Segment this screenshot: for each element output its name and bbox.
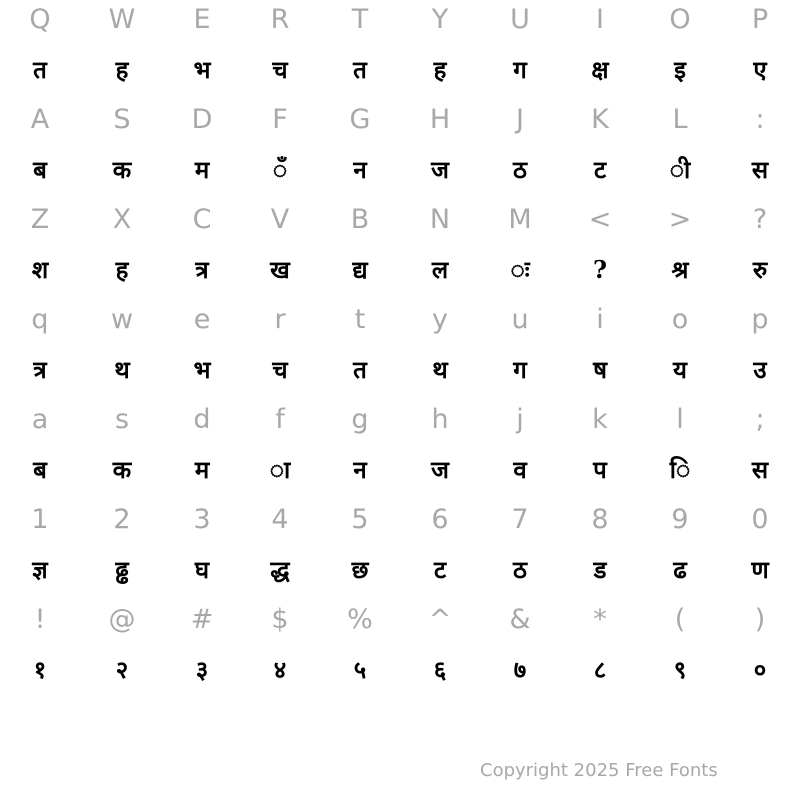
glyph-sample: ५ xyxy=(353,655,367,684)
key-label: u xyxy=(511,304,529,335)
glyph-sample: ९ xyxy=(673,655,687,684)
key-label: # xyxy=(190,604,214,635)
key-row xyxy=(0,400,800,450)
glyph-row xyxy=(0,450,800,500)
glyph-sample: म xyxy=(194,455,210,484)
key-label: 3 xyxy=(193,504,211,535)
glyph-row xyxy=(0,350,800,400)
key-label: F xyxy=(272,104,288,135)
glyph-sample: व xyxy=(513,455,527,484)
key-label: & xyxy=(509,604,531,635)
glyph-sample: ह xyxy=(115,255,129,284)
glyph-sample: न xyxy=(353,155,367,184)
key-label: 6 xyxy=(431,504,449,535)
glyph-sample: त xyxy=(33,55,47,84)
key-label: L xyxy=(672,104,688,135)
key-label: o xyxy=(671,304,689,335)
glyph-row xyxy=(0,150,800,200)
key-label: W xyxy=(108,4,136,35)
key-label: r xyxy=(274,304,286,335)
key-label: k xyxy=(592,404,608,435)
key-label: l xyxy=(676,404,684,435)
glyph-sample: द्ध xyxy=(270,555,290,584)
key-label: ( xyxy=(674,604,686,635)
glyph-sample: ट xyxy=(593,155,607,184)
key-label: K xyxy=(591,104,609,135)
key-row xyxy=(0,200,800,250)
glyph-sample: थ xyxy=(114,355,130,384)
key-label: ) xyxy=(754,604,766,635)
key-label: R xyxy=(270,4,290,35)
glyph-sample: स xyxy=(751,155,769,184)
key-label: ^ xyxy=(428,604,452,635)
glyph-sample: त्र xyxy=(33,355,47,384)
glyph-sample: ढ xyxy=(673,555,687,584)
glyph-sample: क xyxy=(112,455,132,484)
key-label: ; xyxy=(755,404,765,435)
key-label: C xyxy=(192,204,212,235)
glyph-sample: क xyxy=(112,155,132,184)
key-label: @ xyxy=(108,604,136,635)
glyph-sample: ए xyxy=(753,55,767,84)
glyph-sample: ठ xyxy=(513,155,527,184)
key-label: O xyxy=(669,4,691,35)
key-row xyxy=(0,500,800,550)
glyph-row xyxy=(0,50,800,100)
glyph-row xyxy=(0,550,800,600)
glyph-sample: ल xyxy=(431,255,449,284)
key-label: G xyxy=(349,104,371,135)
glyph-sample: ३ xyxy=(195,655,209,684)
glyph-sample: ख xyxy=(270,255,290,284)
glyph-sample: छ xyxy=(351,555,369,584)
key-label: J xyxy=(516,104,524,135)
glyph-sample: थ xyxy=(432,355,448,384)
key-label: p xyxy=(751,304,769,335)
key-label: Z xyxy=(30,204,50,235)
key-label: Y xyxy=(431,4,449,35)
glyph-sample: ठ xyxy=(513,555,527,584)
key-label: a xyxy=(31,404,49,435)
glyph-sample: २ xyxy=(115,655,129,684)
glyph-sample: ७ xyxy=(513,655,527,684)
glyph-sample: ा xyxy=(269,455,291,484)
glyph-sample: प xyxy=(593,455,607,484)
glyph-sample: ह xyxy=(115,55,129,84)
glyph-sample: श्र xyxy=(671,255,689,284)
glyph-sample: स xyxy=(751,455,769,484)
key-label: D xyxy=(191,104,213,135)
glyph-sample: ज xyxy=(431,455,449,484)
key-label: Q xyxy=(29,4,51,35)
key-label: X xyxy=(112,204,132,235)
glyph-sample: ी xyxy=(669,155,691,184)
glyph-sample: ड xyxy=(593,555,607,584)
glyph-sample: घ xyxy=(194,555,210,584)
glyph-sample: ? xyxy=(592,255,608,284)
glyph-sample: ब xyxy=(33,155,47,184)
glyph-sample: ष xyxy=(593,355,607,384)
key-label: h xyxy=(431,404,449,435)
glyph-sample: क्ष xyxy=(591,55,609,84)
glyph-sample: ट xyxy=(433,555,447,584)
glyph-sample: ज xyxy=(431,155,449,184)
glyph-sample: इ xyxy=(674,55,686,84)
key-label: > xyxy=(668,204,692,235)
glyph-sample: ह xyxy=(433,55,447,84)
key-label: 0 xyxy=(751,504,769,535)
key-label: g xyxy=(351,404,369,435)
key-label: U xyxy=(510,4,530,35)
glyph-sample: त xyxy=(353,55,367,84)
key-label: V xyxy=(270,204,290,235)
glyph-sample: ग xyxy=(513,55,527,84)
key-label: 1 xyxy=(31,504,49,535)
key-label: N xyxy=(429,204,451,235)
glyph-sample: ग xyxy=(513,355,527,384)
key-label: A xyxy=(30,104,50,135)
key-row xyxy=(0,300,800,350)
glyph-sample: ः xyxy=(510,255,530,284)
key-label: I xyxy=(596,4,604,35)
glyph-sample: ि xyxy=(669,455,691,484)
key-row xyxy=(0,100,800,150)
glyph-sample: ब xyxy=(33,455,47,484)
key-label: 9 xyxy=(671,504,689,535)
key-label: : xyxy=(755,104,765,135)
glyph-sample: ढ्ढ xyxy=(115,555,129,584)
key-label: B xyxy=(350,204,370,235)
glyph-sample: उ xyxy=(753,355,767,384)
key-label: j xyxy=(516,404,524,435)
key-label: H xyxy=(429,104,451,135)
glyph-sample: च xyxy=(272,55,288,84)
glyph-sample: ण xyxy=(751,555,769,584)
key-label: s xyxy=(114,404,130,435)
key-label: y xyxy=(432,304,448,335)
key-label: w xyxy=(110,304,134,335)
copyright-footer: Copyright 2025 Free Fonts xyxy=(480,760,718,781)
glyph-sample: द्य xyxy=(352,255,368,284)
glyph-row xyxy=(0,250,800,300)
key-label: 8 xyxy=(591,504,609,535)
key-label: ? xyxy=(752,204,768,235)
glyph-sample: म xyxy=(194,155,210,184)
glyph-sample: य xyxy=(673,355,687,384)
glyph-row xyxy=(0,650,800,700)
key-label: ! xyxy=(34,604,46,635)
glyph-sample: त्र xyxy=(195,255,209,284)
key-label: t xyxy=(354,304,366,335)
key-label: < xyxy=(588,204,612,235)
glyph-sample: ६ xyxy=(433,655,447,684)
glyph-sample: ० xyxy=(753,655,767,684)
glyph-sample: ४ xyxy=(273,655,287,684)
key-label: T xyxy=(351,4,369,35)
glyph-sample: ज्ञ xyxy=(32,555,48,584)
key-label: E xyxy=(193,4,211,35)
glyph-sample: च xyxy=(272,355,288,384)
glyph-sample: रु xyxy=(752,255,768,284)
key-label: S xyxy=(113,104,131,135)
key-label: i xyxy=(596,304,604,335)
glyph-sample: १ xyxy=(33,655,47,684)
key-label: * xyxy=(593,604,607,635)
key-row xyxy=(0,600,800,650)
key-label: 7 xyxy=(511,504,529,535)
glyph-sample: ८ xyxy=(593,655,607,684)
glyph-sample: भ xyxy=(193,355,211,384)
key-label: f xyxy=(275,404,285,435)
key-row xyxy=(0,0,800,50)
glyph-sample: भ xyxy=(193,55,211,84)
key-label: 4 xyxy=(271,504,289,535)
key-label: d xyxy=(193,404,211,435)
key-label: M xyxy=(508,204,532,235)
key-label: 5 xyxy=(351,504,369,535)
key-label: 2 xyxy=(113,504,131,535)
key-label: e xyxy=(193,304,211,335)
key-label: $ xyxy=(271,604,289,635)
glyph-sample: त xyxy=(353,355,367,384)
key-label: q xyxy=(31,304,49,335)
key-label: P xyxy=(751,4,769,35)
glyph-sample: न xyxy=(353,455,367,484)
glyph-sample: श xyxy=(31,255,49,284)
key-label: % xyxy=(347,604,373,635)
glyph-sample: ँ xyxy=(272,155,288,184)
